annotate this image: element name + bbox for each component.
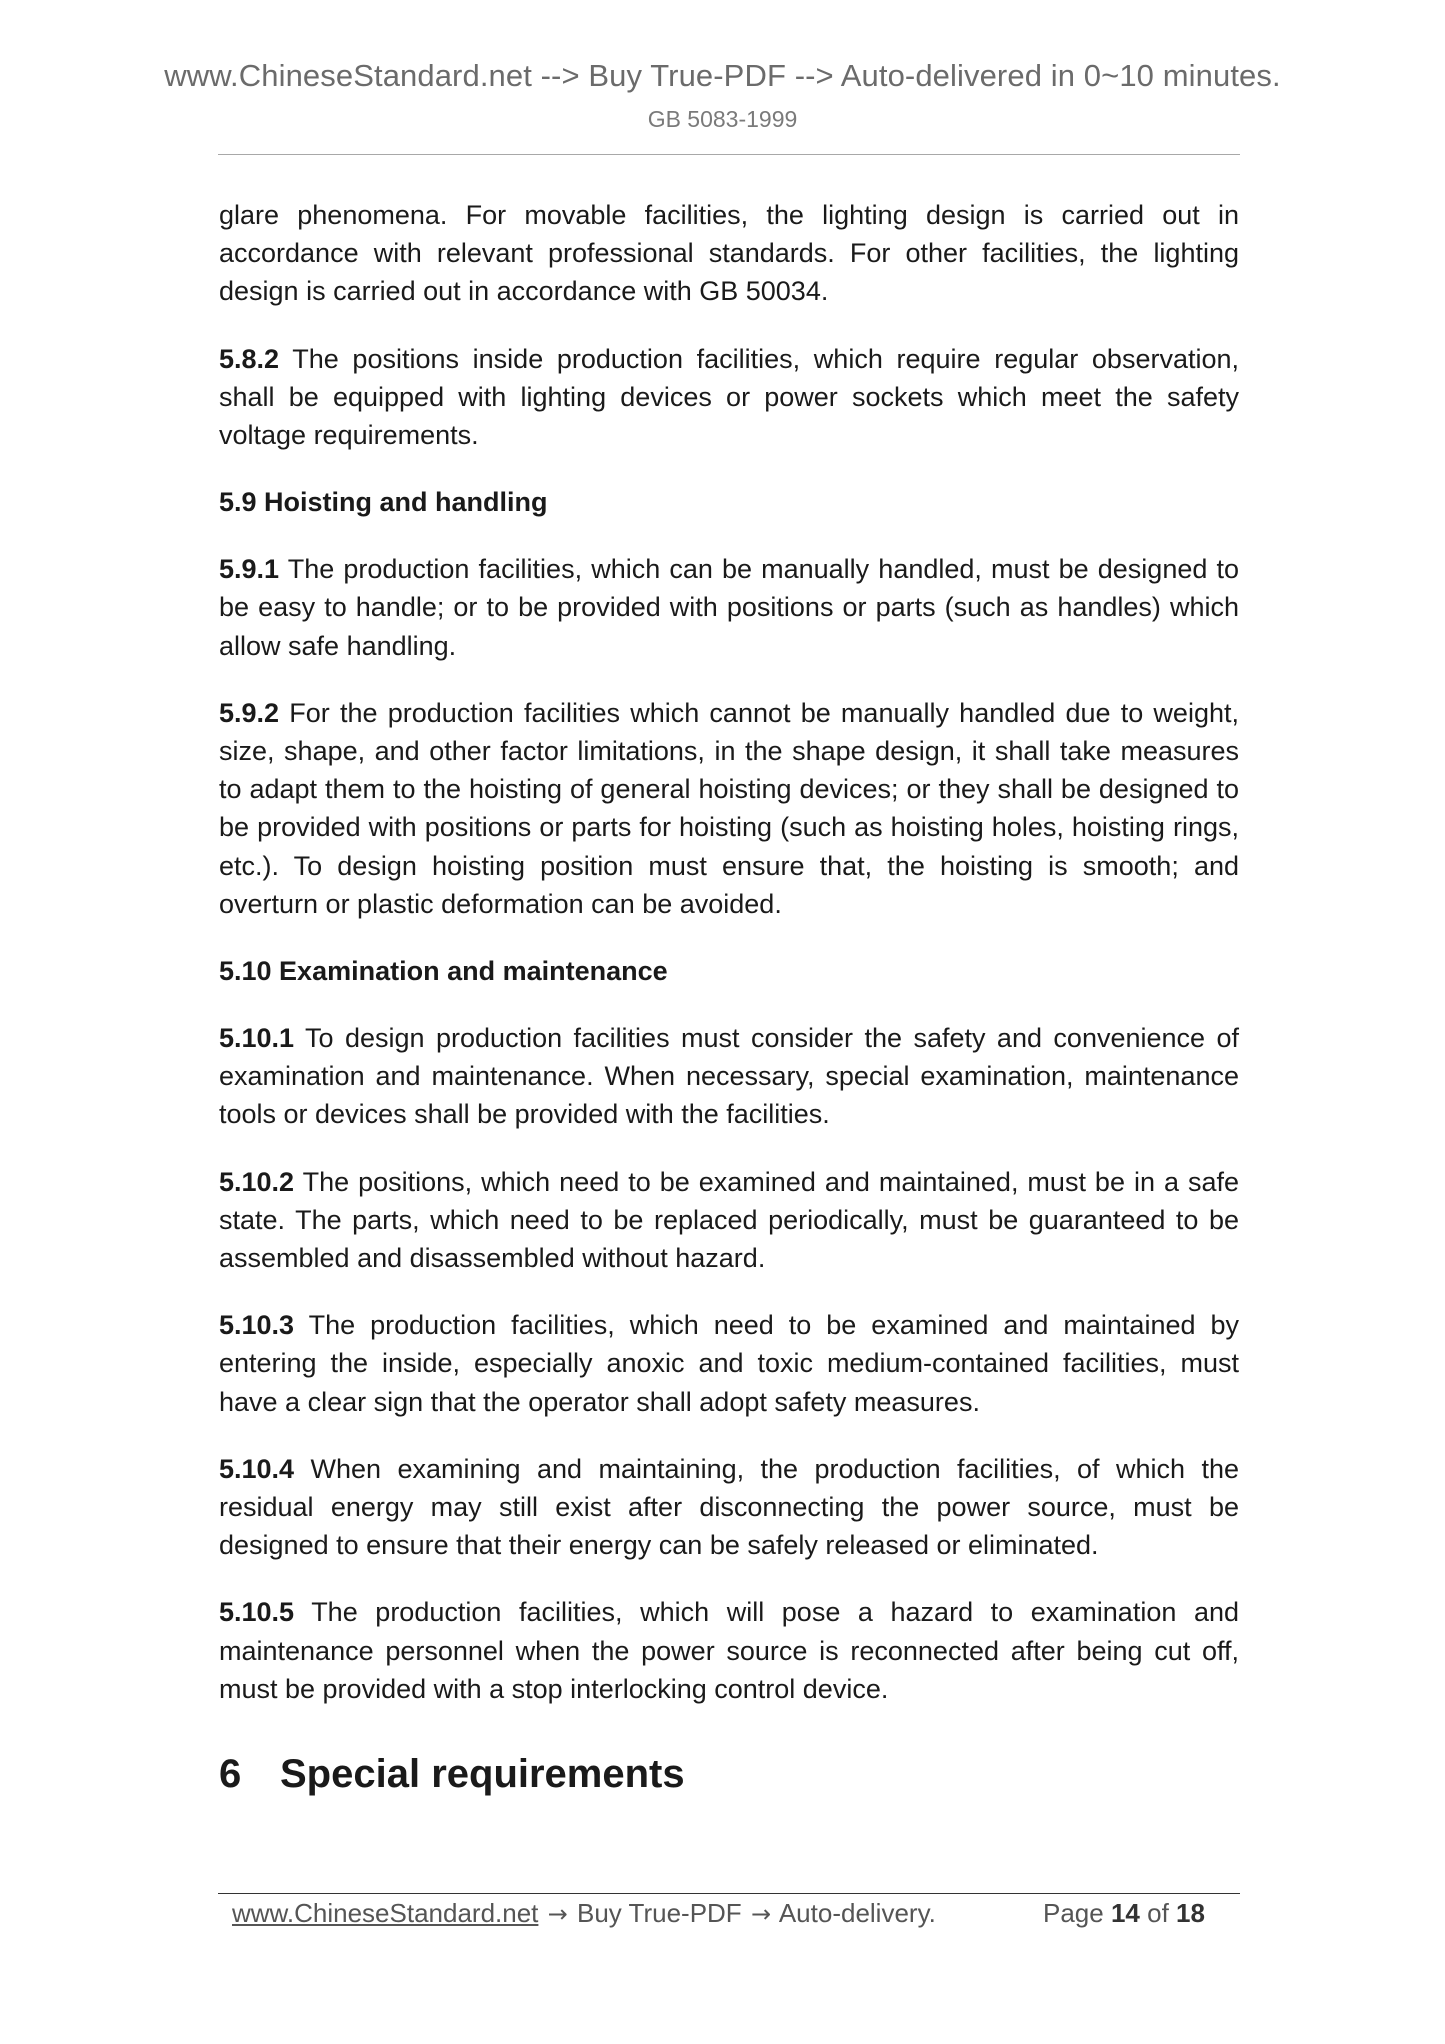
clause-5-10-5	[219, 1593, 1239, 1708]
chapter-title: Special requirements	[280, 1752, 685, 1797]
clause-number: 5.8.2	[219, 343, 280, 374]
footer-buy-text: Buy True-PDF	[576, 1898, 742, 1928]
clause-number: 5.9.2	[219, 697, 280, 728]
clause-number: 5.10.3	[219, 1310, 295, 1341]
clause-number: 5.10.5	[219, 1597, 295, 1628]
footer-promo	[232, 1898, 936, 1929]
arrow-right-icon: →	[547, 1900, 568, 1928]
clause-number: 5.10.4	[219, 1453, 295, 1484]
page-of-label: of	[1147, 1898, 1169, 1928]
footer-delivery-text: Auto-delivery.	[778, 1898, 936, 1928]
page-total: 18	[1176, 1898, 1205, 1928]
document-body	[219, 196, 1239, 1798]
clause-number: 5.10.2	[219, 1166, 295, 1197]
clause-text: To design production facilities must consider the safety and convenience of examination and maintenance. When necessary, special examination, maintenance tools or devices shall be provided with the facilities.	[219, 1023, 1239, 1130]
chapter-heading-6	[219, 1750, 1239, 1798]
header-divider	[218, 154, 1240, 155]
clause-number: 5.9.1	[219, 554, 280, 585]
clause-5-10-1	[219, 1019, 1239, 1134]
footer-website-link[interactable]: www.ChineseStandard.net	[232, 1898, 539, 1928]
arrow-right-icon: →	[750, 1900, 772, 1928]
clause-text: The positions inside production facilities, which require regular observation, shall be equipped with lighting devices or power sockets which meet the safety voltage requirements.	[219, 343, 1240, 451]
footer-divider	[218, 1893, 1240, 1894]
clause-number: 5.10.1	[219, 1023, 295, 1054]
clause-5-10-3	[219, 1306, 1239, 1421]
document-id: GB 5083-1999	[647, 106, 798, 132]
clause-5-8-2	[219, 340, 1239, 455]
clause-5-9-2	[219, 694, 1239, 923]
section-heading-5-10: 5.10 Examination and maintenance	[219, 956, 668, 987]
header-banner: www.ChineseStandard.net --> Buy True-PDF --> Auto-delivered in 0~10 minutes.	[164, 58, 1281, 93]
clause-text: For the production facilities which cannot be manually handled due to weight, size, shape, and other factor limitations, in the shape design, it shall take measures to adapt them to the hoisting of general hoisting devices; or they shall be designed to be provided with positions or parts for hoisting (such as hoisting holes, hoisting rings, etc.). To design hoisting position must ensure that, the hoisting is smooth; and overturn or plastic deformation can be avoided.	[219, 697, 1239, 919]
clause-5-9-1	[219, 550, 1239, 665]
section-heading-5-9: 5.9 Hoisting and handling	[219, 487, 548, 518]
clause-text: The positions, which need to be examined and maintained, must be in a safe state. The parts, which need to be replaced periodically, must be guaranteed to be assembled and disassembled without hazard.	[219, 1166, 1239, 1274]
clause-text: When examining and maintaining, the production facilities, of which the residual energy may still exist after disconnecting the power source, must be designed to ensure that their energy can be safely released or eliminated.	[219, 1453, 1239, 1561]
clause-text: The production facilities, which can be manually handled, must be designed to be easy to handle; or to be provided with positions or parts (such as handles) which allow safe handling.	[219, 554, 1240, 661]
page-number: 14	[1110, 1898, 1140, 1928]
page-label: Page	[1043, 1898, 1104, 1928]
chapter-number: 6	[219, 1752, 242, 1797]
clause-text: The production facilities, which will pose a hazard to examination and maintenance personnel when the power source is reconnected after being cut off, must be provided with a stop interlocking control device.	[219, 1597, 1239, 1704]
clause-text: The production facilities, which need to be examined and maintained by entering the inside, especially anoxic and toxic medium-contained facilities, must have a clear sign that the operator shall adopt safety measures.	[219, 1310, 1240, 1417]
paragraph-intro: glare phenomena. For movable facilities, the lighting design is carried out in accordance with relevant professional standards. For other facilities, the lighting design is carried out in accordance with GB 50034.	[219, 200, 1239, 307]
clause-5-10-4	[219, 1450, 1239, 1565]
page-indicator	[1043, 1898, 1205, 1929]
clause-5-10-2	[219, 1163, 1239, 1278]
